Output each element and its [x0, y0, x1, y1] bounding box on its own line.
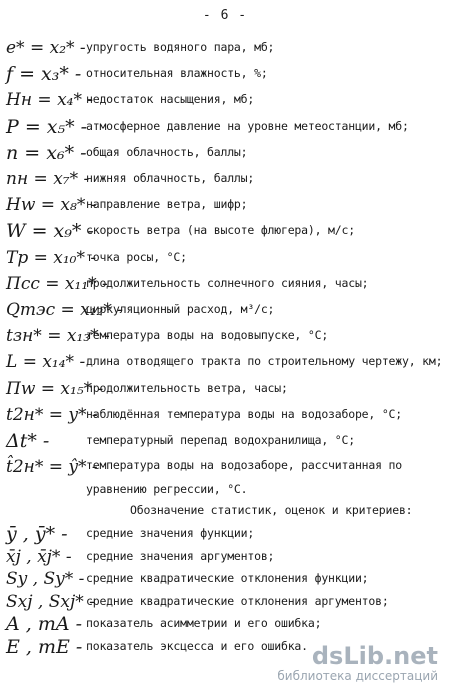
definition-row — [0, 377, 450, 403]
statistic-description: средние значения функции; — [86, 526, 255, 540]
definition-row — [0, 272, 450, 298]
definition-row — [0, 429, 450, 455]
statistic-symbol: E , mE - — [6, 636, 83, 658]
definition-symbol: Hw = x₈* - — [6, 195, 97, 216]
definition-description: продолжительность солнечного сияния, часы; — [86, 275, 369, 290]
watermark — [277, 643, 438, 683]
statistic-description: показатель асимметрии и его ошибка; — [86, 616, 322, 631]
definition-symbol: Hн = x₄* - — [6, 90, 94, 111]
definition-symbol: W = x₉* - — [6, 220, 94, 243]
definition-symbol: nн = x₇* - — [6, 169, 90, 189]
definition-symbol: n = x₆* - — [6, 141, 87, 164]
definition-symbol: e* = x₂* - — [6, 38, 86, 58]
watermark-caption: библиотека диссертаций — [277, 669, 438, 683]
definition-description: циркуляционный расход, м³/с; — [86, 302, 275, 316]
definition-row — [0, 62, 450, 88]
definition-description: недостаток насыщения, мб; — [86, 92, 255, 107]
definition-row — [0, 193, 450, 219]
definition-description: относительная влажность, %; — [86, 66, 268, 81]
definition-description: температурный перепад водохранилища, °С; — [86, 433, 355, 447]
statistic-symbol: Sxj , Sxj* - — [6, 591, 95, 612]
definition-row — [0, 350, 450, 376]
page-number: - 6 - — [202, 8, 248, 23]
definition-symbol: Tp = x₁₀* - — [6, 247, 97, 268]
section-title: Обозначение статистик, оценок и критериев: — [130, 503, 413, 517]
definition-symbol: t2н* = y* - — [6, 404, 98, 425]
definition-row — [0, 246, 450, 272]
definition-row — [0, 167, 450, 193]
statistic-description: средние квадратические отклонения аргументов; — [86, 593, 389, 608]
definition-symbol: Δt* - — [6, 430, 50, 452]
definition-row — [0, 115, 450, 141]
definition-row — [0, 36, 450, 62]
definition-description: длина отводящего тракта по строительному чертежу, км; — [86, 354, 443, 369]
definition-row — [0, 403, 450, 429]
definition-description: нижняя облачность, баллы; — [86, 171, 255, 185]
definition-row — [0, 298, 450, 324]
definition-symbol: Qтэс = x₁₂* - — [6, 300, 124, 320]
definition-description: продолжительность ветра, часы; — [86, 380, 288, 395]
statistic-symbol: A , mA - — [6, 613, 83, 636]
statistic-description: показатель эксцесса и его ошибка. — [86, 639, 308, 653]
definition-symbol: Псс = x₁₁* - — [6, 273, 108, 294]
definition-row — [0, 324, 450, 350]
definition-row — [0, 141, 450, 167]
definition-row — [0, 88, 450, 114]
definition-row — [0, 219, 450, 245]
definition-row — [0, 455, 450, 497]
definition-symbol: f = x₃* - — [6, 63, 82, 86]
definition-description: атмосферное давление на уровне метеостанции, мб; — [86, 118, 409, 133]
definition-description: скорость ветра (на высоте флюгера), м/с; — [86, 223, 355, 238]
statistic-symbol: x̄j , x̄j* - — [6, 546, 72, 567]
statistic-description: средние квадратические отклонения функции; — [86, 571, 369, 586]
definition-description: упругость водяного пара, мб; — [86, 40, 275, 54]
definition-symbol: P = x₅* - — [6, 115, 88, 138]
definition-symbol: Пw = x₁₅* - — [6, 378, 104, 399]
statistic-symbol: Sy , Sy* - — [6, 569, 85, 590]
definition-description: температура воды на водовыпуске, °С; — [86, 328, 329, 343]
definition-symbol: L = x₁₄* - — [6, 352, 86, 373]
definition-symbol: tзн* = x₁₃* - — [6, 326, 110, 347]
watermark-logo: dsLib.net — [311, 642, 438, 670]
definition-description: общая облачность, баллы; — [86, 144, 248, 159]
statistic-description: средние значения аргументов; — [86, 548, 275, 563]
definition-description: точка росы, °С; — [86, 249, 187, 264]
statistic-symbol: ȳ , ȳ* - — [6, 523, 68, 545]
definition-description: температура воды на водозаборе, рассчитанная по уравнению регрессии, °С. — [86, 458, 403, 497]
definition-symbol: t̂2н* = ŷ* - — [6, 457, 98, 478]
definition-description: направление ветра, шифр; — [86, 197, 248, 212]
definition-description: наблюдённая температура воды на водозаборе, °С; — [86, 406, 403, 421]
